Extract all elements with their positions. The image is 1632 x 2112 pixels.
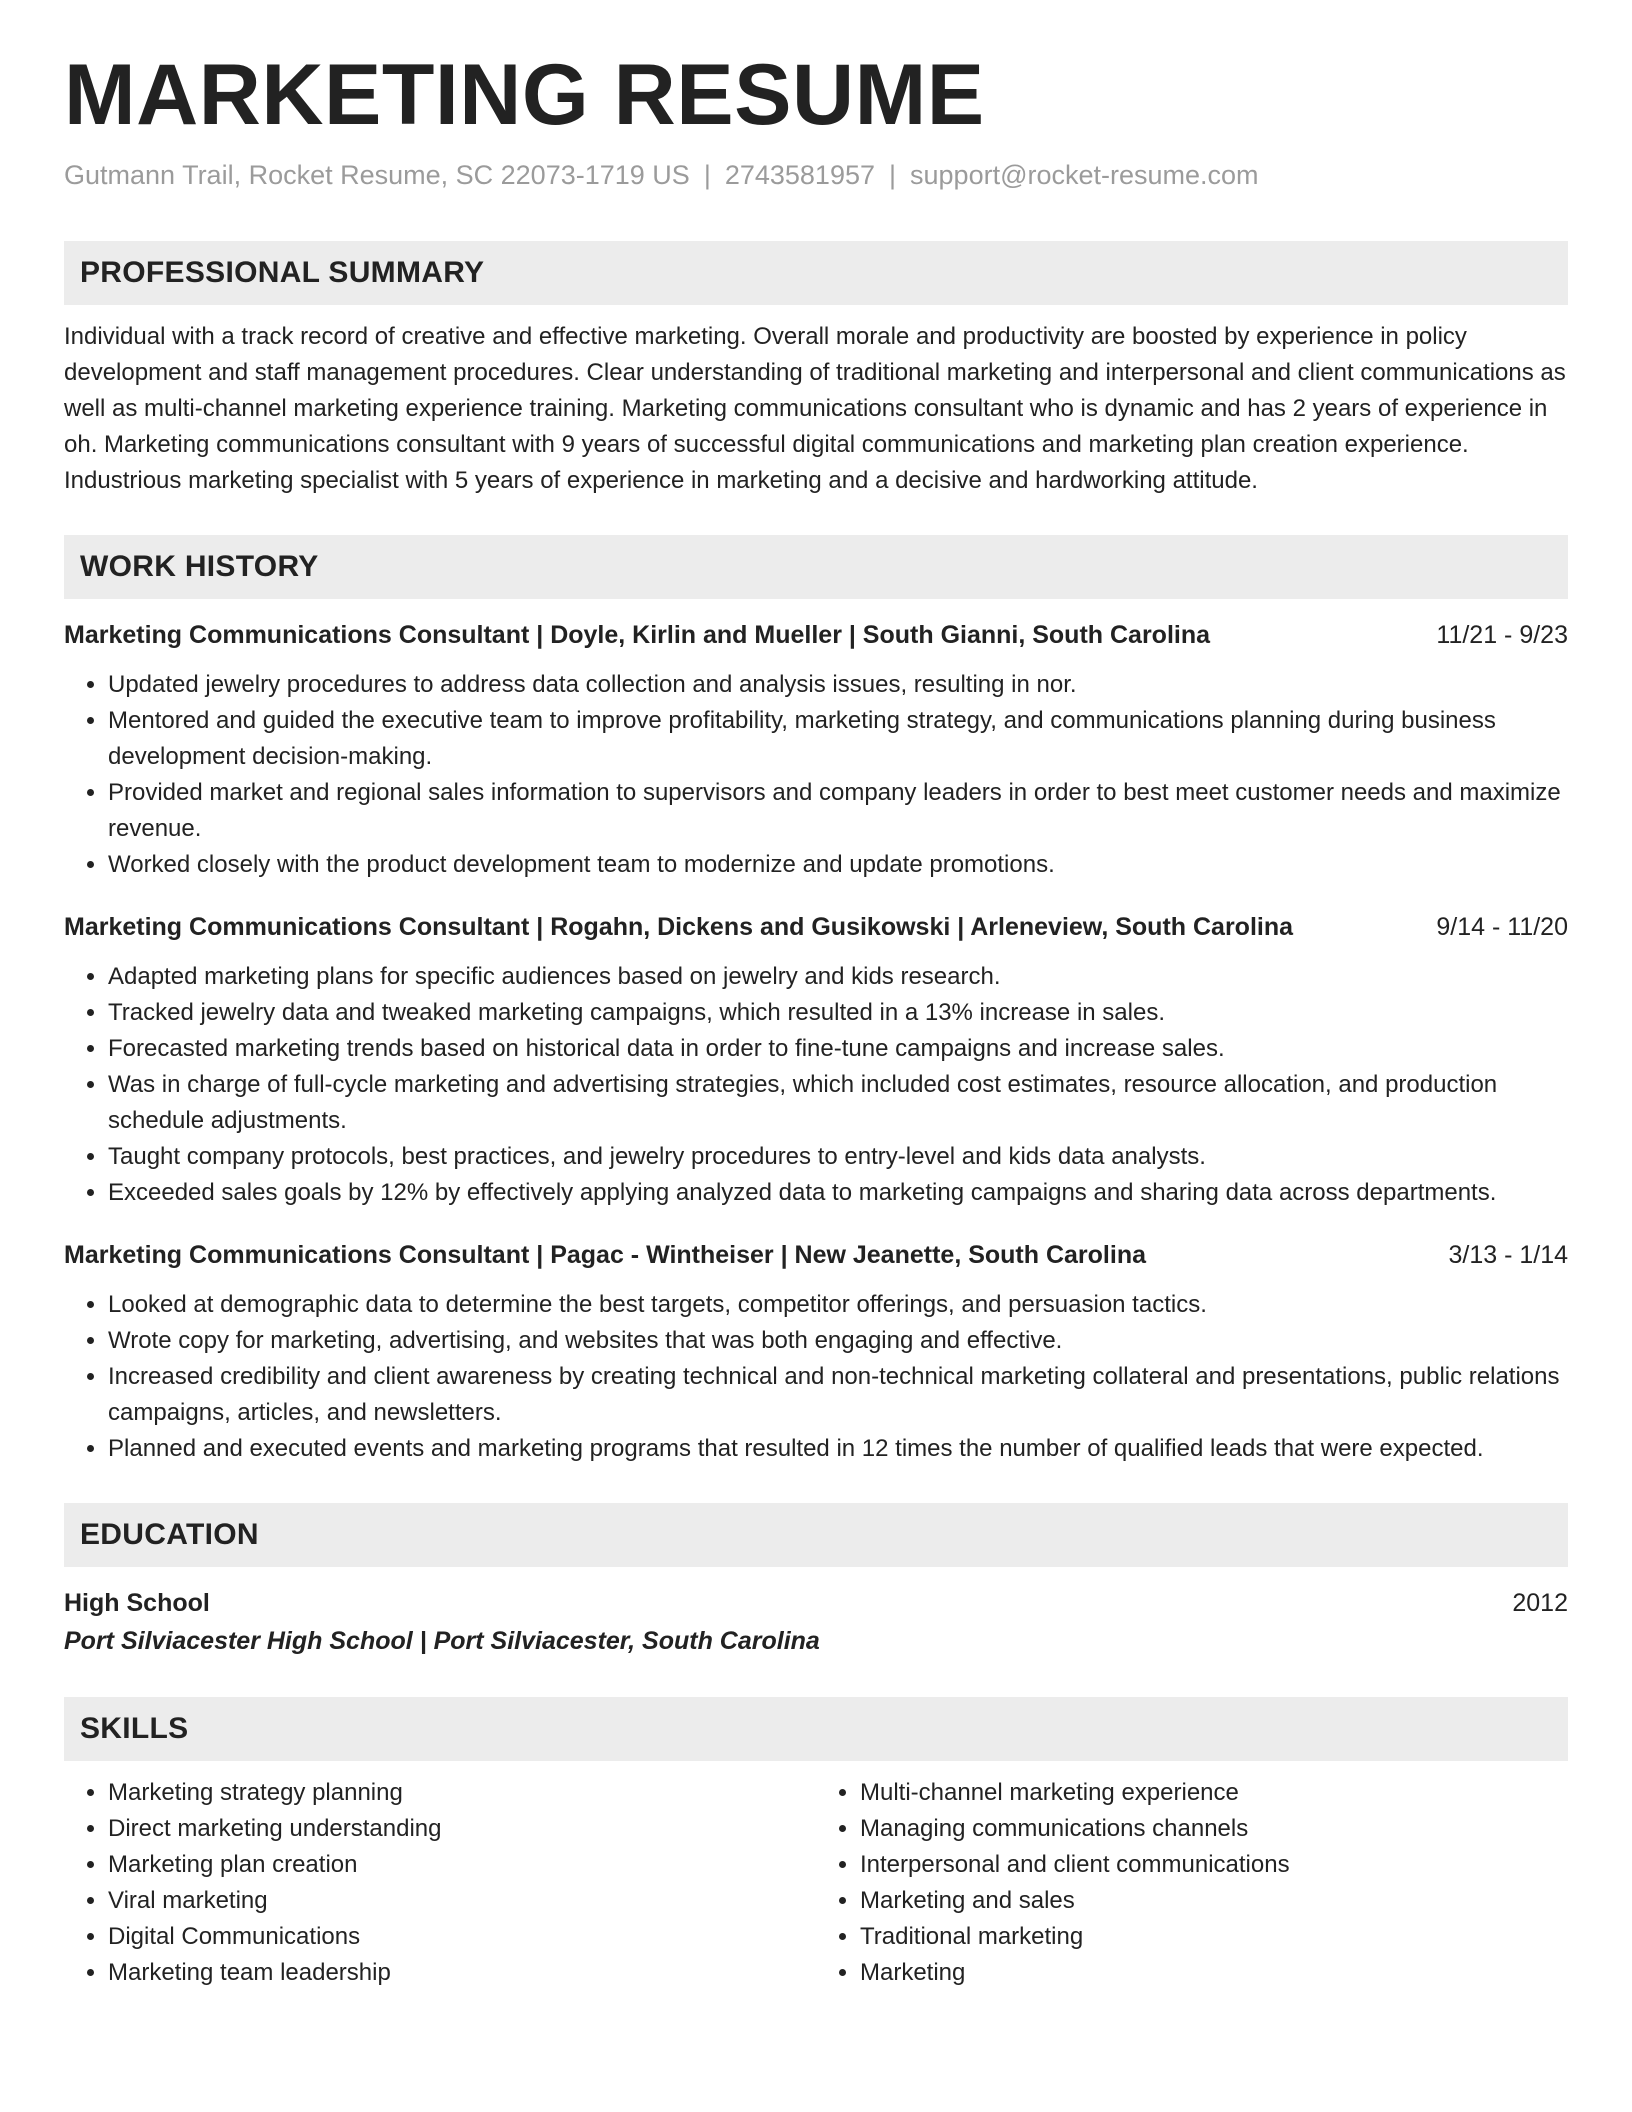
skills-list-right bbox=[816, 1775, 1568, 1991]
skill-item: • Direct marketing understanding bbox=[108, 1811, 816, 1847]
summary-heading: PROFESSIONAL SUMMARY bbox=[64, 241, 1568, 305]
job-title: Marketing Communications Consultant | Pagac - Wintheiser | New Jeanette, South Carolina bbox=[64, 1241, 1146, 1269]
list-item: • Was in charge of full-cycle marketing and advertising strategies, which included cost estimates, resource allocation, and production schedule adjustments. bbox=[108, 1067, 1568, 1139]
list-item: • Worked closely with the product development team to modernize and update promotions. bbox=[108, 847, 1568, 883]
job-entry bbox=[64, 909, 1568, 1211]
contact-separator: | bbox=[889, 160, 897, 190]
list-item: • Updated jewelry procedures to address data collection and analysis issues, resulting in nor. bbox=[108, 667, 1568, 703]
job-header bbox=[64, 909, 1568, 945]
contact-phone: 2743581957 bbox=[724, 160, 875, 190]
job-bullets bbox=[64, 1287, 1568, 1467]
list-item: • Wrote copy for marketing, advertising, and websites that was both engaging and effective. bbox=[108, 1323, 1568, 1359]
job-dates: 11/21 - 9/23 bbox=[1436, 621, 1568, 649]
job-entry bbox=[64, 617, 1568, 883]
list-item: • Looked at demographic data to determine the best targets, competitor offerings, and persuasion tactics. bbox=[108, 1287, 1568, 1323]
list-item: • Planned and executed events and marketing programs that resulted in 12 times the number of qualified leads that were expected. bbox=[108, 1431, 1568, 1467]
job-header bbox=[64, 617, 1568, 653]
job-header bbox=[64, 1237, 1568, 1273]
contact-separator: | bbox=[703, 160, 711, 190]
education-heading: EDUCATION bbox=[64, 1503, 1568, 1567]
skills-list-left bbox=[64, 1775, 816, 1991]
job-dates: 9/14 - 11/20 bbox=[1436, 913, 1568, 941]
skill-item: • Marketing and sales bbox=[860, 1883, 1568, 1919]
skill-item: • Managing communications channels bbox=[860, 1811, 1568, 1847]
list-item: • Increased credibility and client awareness by creating technical and non-technical marketing collateral and presentations, public relations campaigns, articles, and newsletters. bbox=[108, 1359, 1568, 1431]
contact-line bbox=[64, 160, 1568, 191]
education-year: 2012 bbox=[1512, 1589, 1568, 1617]
list-item: • Adapted marketing plans for specific audiences based on jewelry and kids research. bbox=[108, 959, 1568, 995]
list-item: • Mentored and guided the executive team to improve profitability, marketing strategy, and communications planning during business development decision-making. bbox=[108, 703, 1568, 775]
education-section bbox=[64, 1503, 1568, 1661]
skill-item: • Viral marketing bbox=[108, 1883, 816, 1919]
skill-item: • Interpersonal and client communications bbox=[860, 1847, 1568, 1883]
work-history-section bbox=[64, 535, 1568, 1467]
job-bullets bbox=[64, 959, 1568, 1211]
contact-address: Gutmann Trail, Rocket Resume, SC 22073-1719 US bbox=[64, 160, 690, 190]
job-title: Marketing Communications Consultant | Doyle, Kirlin and Mueller | South Gianni, South Carolina bbox=[64, 621, 1211, 649]
education-entry bbox=[64, 1585, 1568, 1621]
skill-item: • Marketing strategy planning bbox=[108, 1775, 816, 1811]
list-item: • Tracked jewelry data and tweaked marketing campaigns, which resulted in a 13% increase in sales. bbox=[108, 995, 1568, 1031]
skills-heading: SKILLS bbox=[64, 1697, 1568, 1761]
list-item: • Provided market and regional sales information to supervisors and company leaders in order to best meet customer needs and maximize revenue. bbox=[108, 775, 1568, 847]
education-school: Port Silviacester High School | Port Silviacester, South Carolina bbox=[64, 1627, 820, 1655]
list-item: • Taught company protocols, best practices, and jewelry procedures to entry-level and kids data analysts. bbox=[108, 1139, 1568, 1175]
job-dates: 3/13 - 1/14 bbox=[1448, 1241, 1568, 1269]
skill-item: • Marketing plan creation bbox=[108, 1847, 816, 1883]
skills-section bbox=[64, 1697, 1568, 1991]
job-list bbox=[64, 617, 1568, 1467]
job-entry bbox=[64, 1237, 1568, 1467]
skill-item: • Digital Communications bbox=[108, 1919, 816, 1955]
skill-item: • Marketing team leadership bbox=[108, 1955, 816, 1991]
education-degree: High School bbox=[64, 1589, 210, 1617]
summary-section bbox=[64, 241, 1568, 499]
skill-item: • Multi-channel marketing experience bbox=[860, 1775, 1568, 1811]
resume-title: MARKETING RESUME bbox=[64, 47, 985, 143]
contact-email: support@rocket-resume.com bbox=[910, 160, 1259, 190]
job-bullets bbox=[64, 667, 1568, 883]
work-history-heading: WORK HISTORY bbox=[64, 535, 1568, 599]
list-item: • Forecasted marketing trends based on historical data in order to fine-tune campaigns and increase sales. bbox=[108, 1031, 1568, 1067]
job-title: Marketing Communications Consultant | Rogahn, Dickens and Gusikowski | Arleneview, South Carolina bbox=[64, 913, 1294, 941]
list-item: • Exceeded sales goals by 12% by effectively applying analyzed data to marketing campaigns and sharing data across departments. bbox=[108, 1175, 1568, 1211]
summary-text: Individual with a track record of creative and effective marketing. Overall morale and productivity are boosted by experience in policy development and staff management procedures. Clear understanding of traditional marketing and interpersonal and client communications as well as multi-channel marketing experience training. Marketing communications consultant who is dynamic and has 2 years of experience in oh. Marketing communications consultant with 9 years of successful digital communications and marketing plan creation experience. Industrious marketing specialist with 5 years of experience in marketing and a decisive and hardworking attitude. bbox=[64, 323, 1566, 494]
skills-grid bbox=[64, 1775, 1568, 1991]
skill-item: • Marketing bbox=[860, 1955, 1568, 1991]
skill-item: • Traditional marketing bbox=[860, 1919, 1568, 1955]
